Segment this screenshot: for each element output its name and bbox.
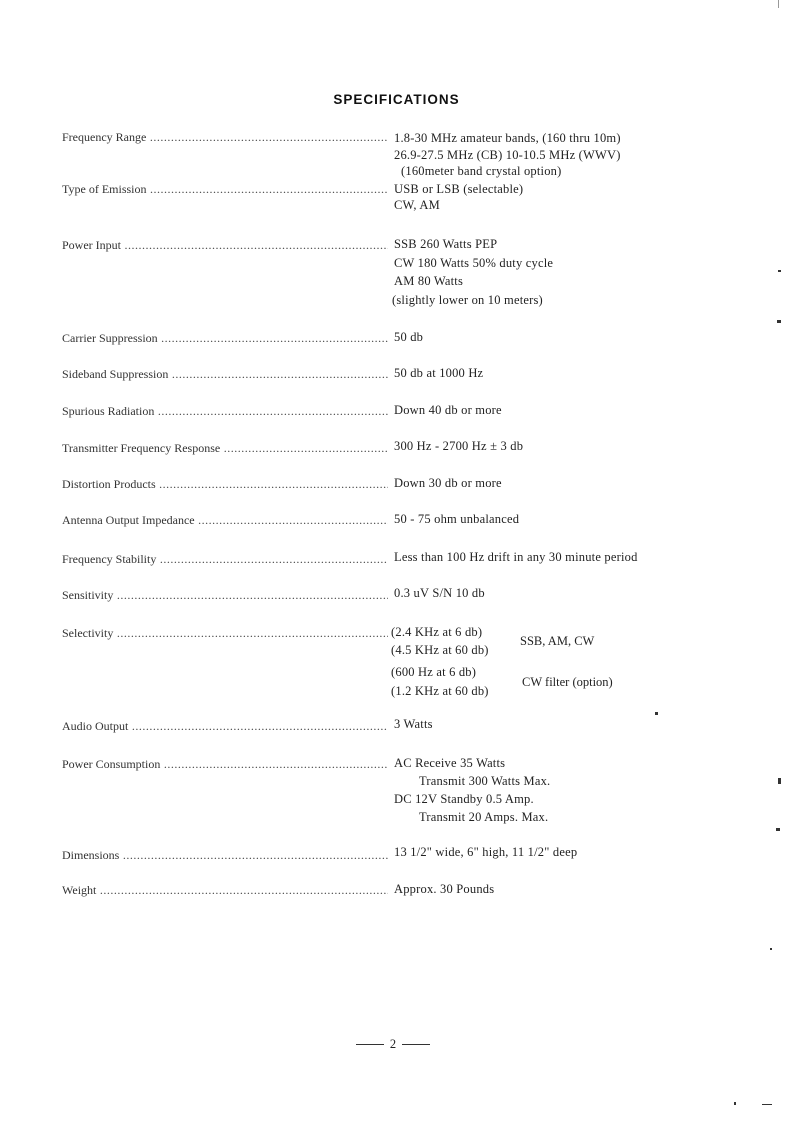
spec-label-audio-output: Audio Output .....: [62, 718, 388, 734]
page-number: [356, 1037, 430, 1052]
scan-speck: [655, 712, 658, 715]
scan-speck: [778, 270, 781, 272]
spec-value: AC Receive 35 Watts: [394, 756, 506, 770]
spec-value: Less than 100 Hz drift in any 30 minute period: [394, 550, 638, 564]
page-number-rule-right: [402, 1044, 430, 1045]
spec-label-antenna-output-impedance: Antenna Output Impedance .....: [62, 512, 388, 528]
spec-label-sensitivity: Sensitivity .....: [62, 587, 388, 603]
spec-label-carrier-suppression: Carrier Suppression .....: [62, 330, 388, 346]
spec-value: 0.3 uV S/N 10 db: [394, 586, 485, 600]
page-title: SPECIFICATIONS: [333, 92, 460, 107]
scan-speck: [762, 1104, 772, 1105]
selectivity-note: CW filter (option): [522, 675, 613, 689]
spec-value: (slightly lower on 10 meters): [392, 293, 543, 307]
spec-value: Transmit 20 Amps. Max.: [419, 810, 549, 824]
spec-label-frequency-range: Frequency Range .....: [62, 129, 388, 145]
spec-value: SSB 260 Watts PEP: [394, 237, 498, 251]
spec-label-spurious-radiation: Spurious Radiation .....: [62, 403, 388, 419]
spec-value: (2.4 KHz at 6 db): [391, 625, 483, 639]
spec-value: 13 1/2" wide, 6" high, 11 1/2" deep: [394, 845, 578, 859]
spec-value: (4.5 KHz at 60 db): [391, 643, 489, 657]
spec-value: (160meter band crystal option): [401, 164, 562, 178]
spec-label-dimensions: Dimensions .....: [62, 847, 388, 863]
spec-label-weight: Weight .....: [62, 882, 388, 898]
spec-value: 3 Watts: [394, 717, 433, 731]
spec-value: Down 40 db or more: [394, 403, 502, 417]
spec-value: Approx. 30 Pounds: [394, 882, 495, 896]
spec-label-selectivity: Selectivity .....: [62, 625, 388, 641]
selectivity-note: SSB, AM, CW: [520, 634, 595, 648]
spec-label-transmitter-frequency-response: Transmitter Frequency Response .....: [62, 440, 388, 456]
spec-value: 50 - 75 ohm unbalanced: [394, 512, 520, 526]
spec-value: (600 Hz at 6 db): [391, 665, 477, 679]
spec-value: CW, AM: [394, 198, 440, 212]
spec-value: 50 db at 1000 Hz: [394, 366, 484, 380]
scan-speck: [776, 828, 780, 831]
spec-value: CW 180 Watts 50% duty cycle: [394, 256, 554, 270]
spec-value: DC 12V Standby 0.5 Amp.: [394, 792, 534, 806]
spec-value: 300 Hz - 2700 Hz ± 3 db: [394, 439, 524, 453]
spec-value: AM 80 Watts: [394, 274, 464, 288]
scan-speck: [778, 0, 779, 8]
spec-value: Down 30 db or more: [394, 476, 502, 490]
page-number-text: 2: [389, 1037, 397, 1051]
spec-value: 26.9-27.5 MHz (CB) 10-10.5 MHz (WWV): [394, 148, 621, 162]
page-number-rule-left: [356, 1044, 384, 1045]
spec-label-power-input: Power Input .....: [62, 237, 388, 253]
spec-value: 1.8-30 MHz amateur bands, (160 thru 10m): [394, 131, 621, 145]
spec-value: Transmit 300 Watts Max.: [419, 774, 551, 788]
spec-value: 50 db: [394, 330, 424, 344]
spec-label-power-consumption: Power Consumption .....: [62, 756, 388, 772]
spec-label-frequency-stability: Frequency Stability .....: [62, 551, 388, 567]
scan-speck: [777, 320, 781, 323]
spec-label-type-of-emission: Type of Emission .....: [62, 181, 388, 197]
spec-value: (1.2 KHz at 60 db): [391, 684, 489, 698]
spec-label-distortion-products: Distortion Products .....: [62, 476, 388, 492]
spec-value: USB or LSB (selectable): [394, 182, 524, 196]
spec-label-sideband-suppression: Sideband Suppression .....: [62, 366, 388, 382]
scan-speck: [770, 948, 772, 950]
scan-speck: [734, 1102, 736, 1105]
scan-speck: [778, 778, 781, 784]
